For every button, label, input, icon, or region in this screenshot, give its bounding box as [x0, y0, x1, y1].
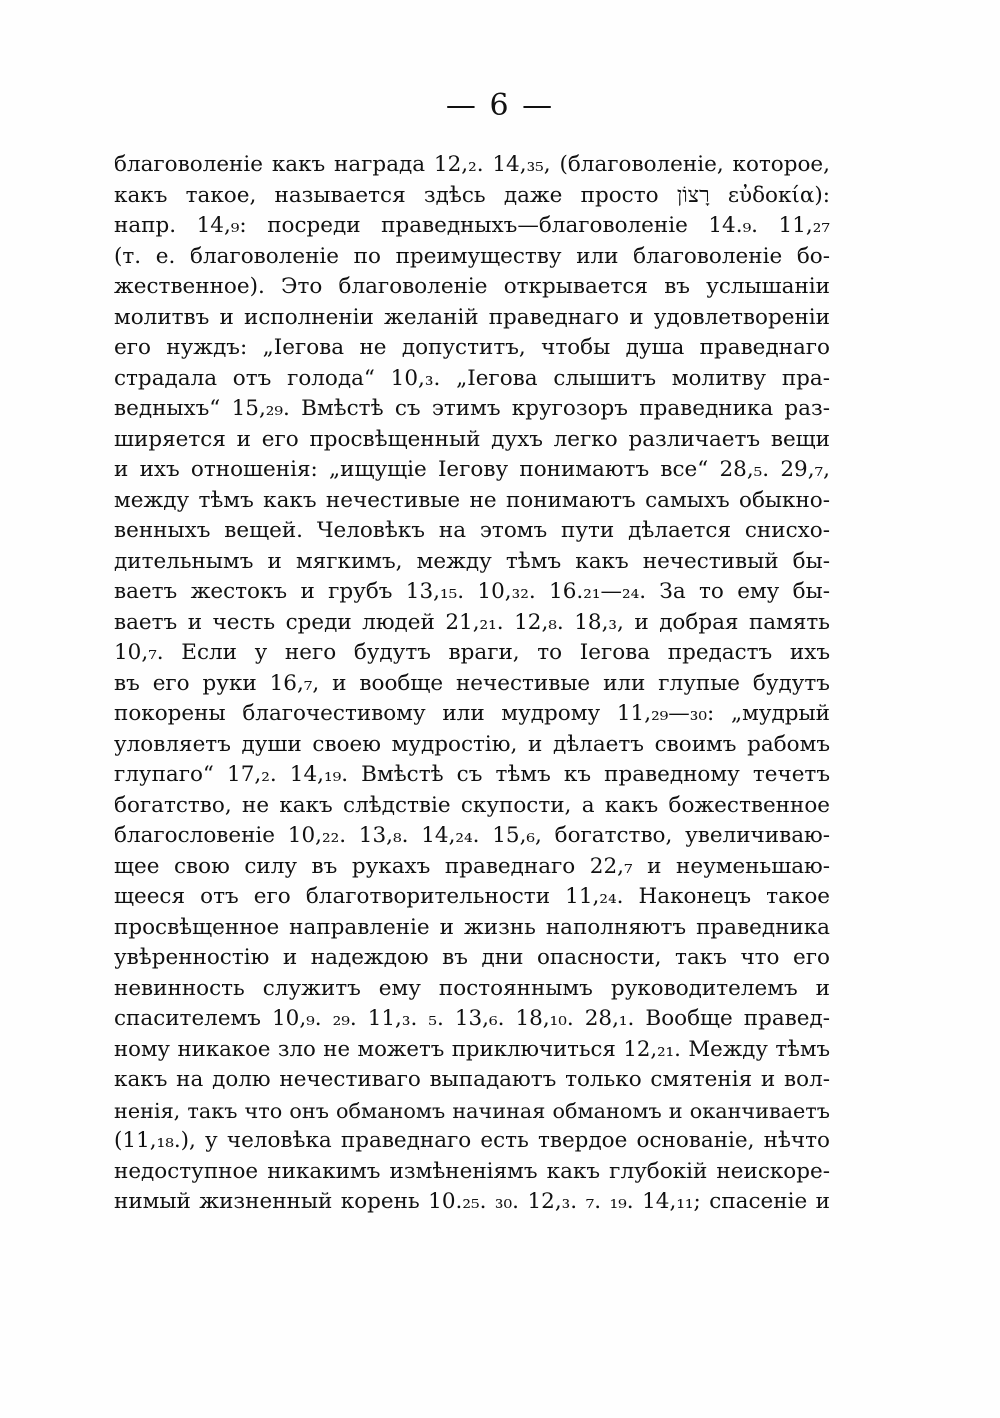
text-line: напр. 14,₉: посреди праведныхъ—благоволеніе 14.₉. 11,₂₇: [114, 213, 830, 238]
text-line: какъ на долю нечестиваго выпадаютъ только смятенія и вол-: [114, 1067, 830, 1092]
text-line: молитвъ и исполненіи желаній праведнаго и удовлетвореніи: [114, 304, 830, 330]
text-line: ваетъ и честь среди людей 21,₂₁. 12,₈. 18,₃, и добрая память: [114, 609, 830, 635]
text-line: щееся отъ его благотворительности 11,₂₄. Наконецъ такое: [114, 884, 830, 909]
text-line: недоступное никакимъ измѣненіямъ какъ глубокій неискоре-: [114, 1158, 830, 1184]
text-line: въ его руки 16,₇, и вообще нечестивые или глупые будутъ: [114, 670, 830, 696]
text-line: (11,₁₈.), у человѣка праведнаго есть твердое основаніе, нѣчто: [114, 1128, 830, 1153]
text-line: уловляетъ души своею мудростію, и дѣлаетъ своимъ рабомъ: [114, 731, 830, 757]
text-line: венныхъ вещей. Человѣкъ на этомъ пути дѣлается снисхо-: [114, 518, 830, 543]
text-line: невинность служитъ ему постояннымъ руководителемъ и: [114, 975, 830, 1001]
text-line: ширяется и его просвѣщенный духъ легко различаетъ вещи: [114, 426, 830, 452]
text-line: и ихъ отношенія: „ищущіе Іегову понимаютъ все“ 28,₅. 29,₇,: [114, 457, 830, 482]
text-line: спасителемъ 10,₉. ₂₉. 11,₃. ₅. 13,₆. 18,₁₀. 28,₁. Вообще правед-: [114, 1006, 830, 1031]
body-text: [114, 150, 830, 1218]
text-line: (т. е. благоволеніе по преимуществу или благоволеніе бо-: [114, 243, 830, 269]
text-line: жественное). Это благоволеніе открывается въ услышаніи: [114, 274, 830, 299]
text-line: какъ такое, называется здѣсь даже просто רָצוֹן εὐδοκία):: [114, 182, 831, 208]
text-line: дительнымъ и мягкимъ, между тѣмъ какъ нечестивый бы-: [114, 548, 830, 574]
text-line: благоволеніе какъ награда 12,₂. 14,₃₅, (благоволеніе, которое,: [114, 152, 830, 177]
text-line: покорены благочестивому или мудрому 11,₂₉—₃₀: „мудрый: [114, 701, 830, 726]
text-line: нимый жизненный корень 10.₂₅. ₃₀. 12,₃. ₇. ₁₉. 14,₁₁; спасеніе и: [114, 1189, 830, 1214]
text-line: ваетъ жестокъ и грубъ 13,₁₅. 10,₃₂. 16.₂₁—₂₄. За то ему бы-: [114, 579, 830, 604]
text-line: просвѣщенное направленіе и жизнь наполняютъ праведника: [114, 914, 830, 940]
text-line: 10,₇. Если у него будутъ враги, то Іегова предастъ ихъ: [114, 640, 830, 665]
text-line: между тѣмъ какъ нечестивые не понимаютъ самыхъ обыкно-: [114, 487, 830, 513]
text-line: богатство, не какъ слѣдствіе скупости, а какъ божественное: [114, 792, 830, 818]
text-line: страдала отъ голода“ 10,₃. „Іегова слышитъ молитву пра-: [114, 365, 830, 391]
text-line: его нуждъ: „Іегова не допуститъ, чтобы душа праведнаго: [114, 335, 830, 360]
text-line: благословеніе 10,₂₂. 13,₈. 14,₂₄. 15,₆, богатство, увеличиваю-: [114, 823, 830, 848]
text-line: щее свою силу въ рукахъ праведнаго 22,₇ и неуменьшаю-: [114, 853, 830, 879]
text-line: ведныхъ“ 15,₂₉. Вмѣстѣ съ этимъ кругозоръ праведника раз-: [114, 396, 830, 421]
text-line: ненія, такъ что онъ обманомъ начиная обманомъ и оканчиваетъ: [114, 1098, 830, 1123]
text-line: ному никакое зло не можетъ приключиться 12,₂₁. Между тѣмъ: [114, 1036, 830, 1062]
text-line: увѣренностію и надеждою въ дни опасности, такъ что его: [114, 945, 830, 970]
page-number: — 6 —: [445, 88, 555, 123]
text-line: глупаго“ 17,₂. 14,₁₉. Вмѣстѣ съ тѣмъ къ праведному течетъ: [114, 762, 830, 787]
